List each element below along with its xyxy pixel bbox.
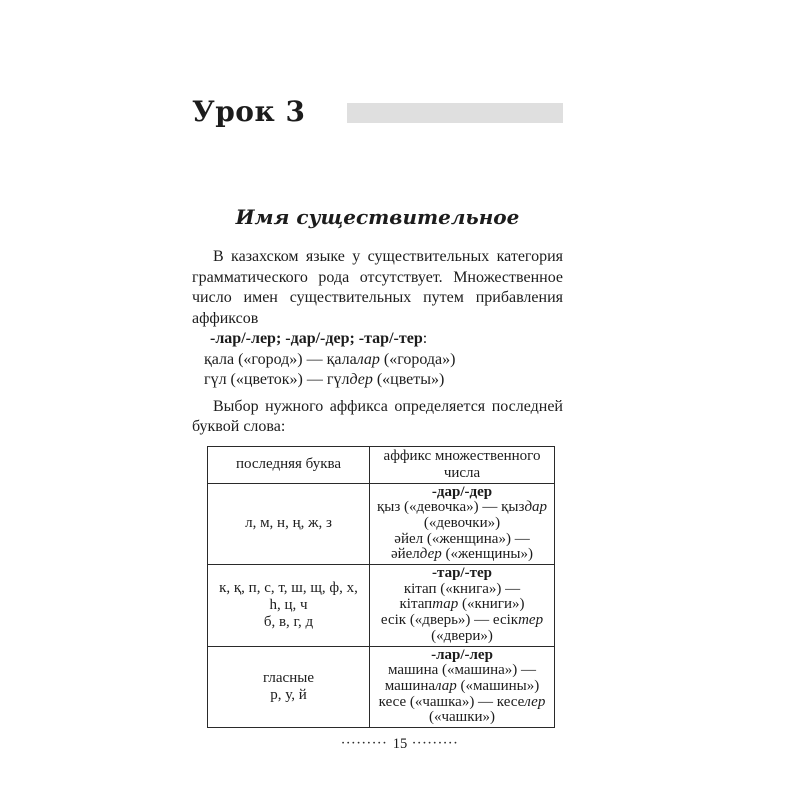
example-affix-italic: лар bbox=[356, 350, 380, 368]
letters-line: һ, ц, ч bbox=[269, 596, 308, 613]
example-line bbox=[373, 500, 551, 531]
example-affix-italic: лар bbox=[435, 677, 457, 694]
column-header-last-letter: последняя буква bbox=[208, 446, 370, 483]
affix-list-colon: : bbox=[422, 330, 428, 347]
example-text: кесе («чашка») — кесе bbox=[378, 693, 525, 710]
header-decorative-bar bbox=[347, 103, 563, 123]
affix-list-heading bbox=[210, 329, 563, 350]
example-text: қыз («девочка») — қыз bbox=[376, 499, 525, 516]
affix-name: -дар/-дер bbox=[431, 483, 493, 500]
letters-cell bbox=[208, 483, 370, 565]
example-text: («девочки») bbox=[423, 514, 501, 531]
example-text: кітап («книга») — кітап bbox=[399, 580, 521, 613]
table-row bbox=[208, 565, 555, 647]
example-text: («двери») bbox=[431, 627, 493, 644]
table-row bbox=[208, 483, 555, 565]
table-row bbox=[208, 646, 555, 728]
page-footer bbox=[0, 735, 800, 753]
page-content bbox=[192, 95, 563, 728]
letters-cell bbox=[208, 565, 370, 647]
example-line bbox=[373, 532, 551, 563]
example-text: («цветы») bbox=[372, 371, 445, 388]
affix-table bbox=[207, 446, 555, 729]
affix-list-bold: -лар/-лер; -дар/-дер; -тар/-тер bbox=[210, 330, 423, 347]
example-line bbox=[373, 582, 551, 613]
footer-dots-right: ········· bbox=[412, 737, 459, 749]
letters-line: б, в, г, д bbox=[263, 613, 314, 630]
example-text: есік («дверь») — есік bbox=[380, 612, 519, 629]
lesson-heading: Урок 3 bbox=[192, 95, 306, 128]
example-text: («книги») bbox=[458, 596, 525, 613]
intro-example-line bbox=[204, 370, 563, 391]
affix-name: -тар/-тер bbox=[432, 565, 492, 582]
footer-dots-left: ········· bbox=[341, 737, 388, 749]
example-affix-italic: дер bbox=[419, 546, 442, 563]
example-line bbox=[373, 663, 551, 694]
example-text: әйел («женщина») — әйел bbox=[390, 530, 530, 563]
letters-line: л, м, н, ң, ж, з bbox=[245, 515, 332, 532]
affix-name: -лар/-лер bbox=[431, 646, 493, 663]
affix-choice-paragraph: Выбор нужного аффикса определяется последней буквой слова: bbox=[192, 397, 563, 435]
letters-cell bbox=[208, 646, 370, 728]
example-affix-italic: лер bbox=[524, 693, 546, 710]
example-text: («города») bbox=[379, 350, 456, 368]
letters-line: гласные bbox=[263, 669, 314, 686]
letters-line: р, у, й bbox=[270, 686, 307, 703]
example-text: («чашки») bbox=[428, 709, 496, 726]
example-affix-italic: дар bbox=[524, 499, 548, 516]
example-line bbox=[373, 695, 551, 726]
intro-paragraph: В казахском языке у существительных категория грамматического рода отсутствует. Множественное число имен существительных путем прибавления аффиксов bbox=[192, 248, 563, 327]
lesson-header bbox=[192, 95, 563, 128]
table-header-row bbox=[208, 446, 555, 483]
example-text: («женщины») bbox=[441, 546, 534, 563]
example-text: машина («машина») — машина bbox=[384, 662, 537, 694]
example-line bbox=[373, 613, 551, 644]
intro-example-line bbox=[204, 350, 563, 371]
section-title: Имя существительное bbox=[235, 205, 520, 229]
page-number: 15 bbox=[392, 736, 408, 752]
column-header-plural-affix: аффикс множественного числа bbox=[370, 446, 555, 483]
example-affix-italic: тар bbox=[432, 596, 459, 613]
affix-examples-cell bbox=[370, 565, 555, 647]
example-text: гүл («цветок») — гүл bbox=[204, 371, 350, 388]
example-text: («машины») bbox=[456, 677, 540, 694]
example-affix-italic: тер bbox=[518, 612, 544, 629]
example-text: қала («город») — қала bbox=[204, 350, 357, 368]
letters-line: к, қ, п, с, т, ш, щ, ф, х, bbox=[219, 579, 358, 596]
example-affix-italic: дер bbox=[349, 371, 373, 388]
affix-examples-cell bbox=[370, 483, 555, 565]
affix-examples-cell bbox=[370, 646, 555, 728]
